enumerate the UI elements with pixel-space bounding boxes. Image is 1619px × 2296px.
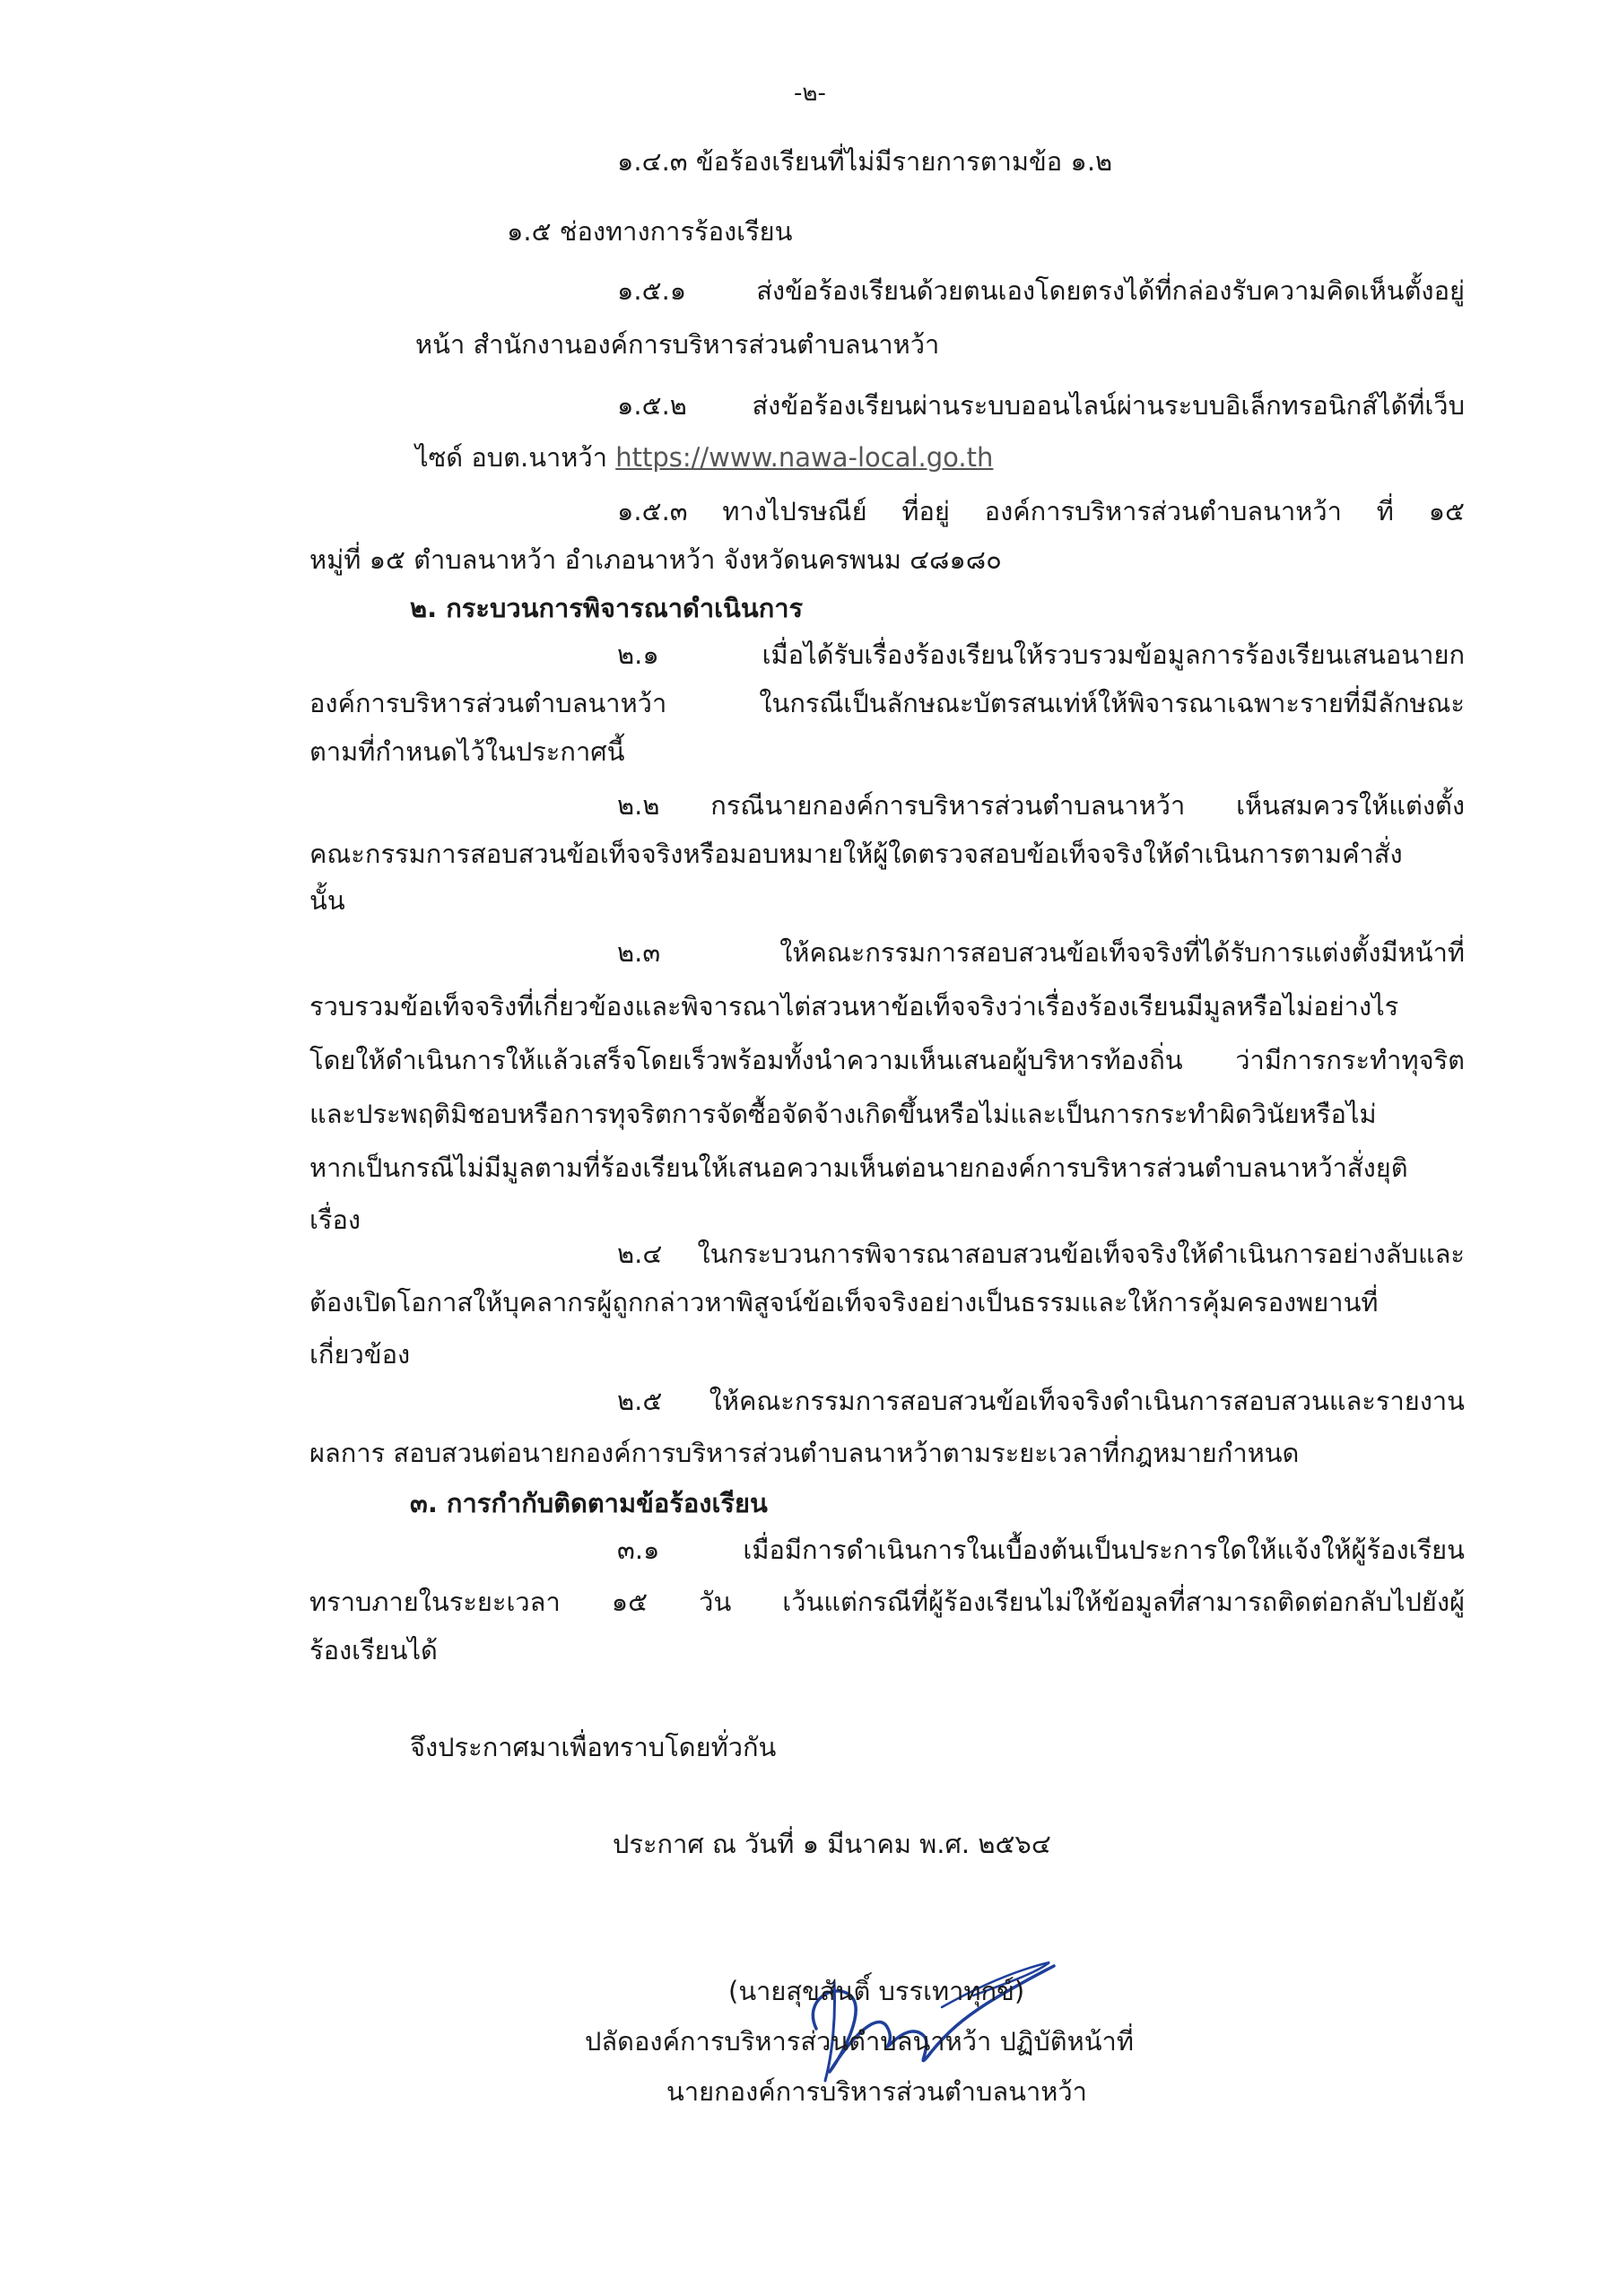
item-2-3-line2: รวบรวมข้อเท็จจริงที่เกี่ยวข้องและพิจารณาไต่สวนหาข้อเท็จจริงว่าเรื่องร้องเรียนมีมูลหรือไม่อย่างไร — [309, 991, 1399, 1022]
item-3-1-line2: ทราบภายในระยะเวลา ๑๕ วัน เว้นแต่กรณีที่ผู้ร้องเรียนไม่ให้ข้อมูลที่สามารถติดต่อกลับไปยังผู้ — [309, 1587, 1465, 1617]
item-2-3-line6: เรื่อง — [309, 1205, 361, 1235]
item-1-5-heading: ๑.๕ ช่องทางการร้องเรียน — [507, 216, 793, 247]
item-2-3-line3: โดยให้ดำเนินการให้แล้วเสร็จโดยเร็วพร้อมทั้งนำความเห็นเสนอผู้บริหารท้องถิ่น ว่ามีการกระทำทุจริต — [309, 1045, 1465, 1075]
item-3-1-line1: ๓.๑ เมื่อมีการดำเนินการในเบื้องต้นเป็นประการใดให้แจ้งให้ผู้ร้องเรียน — [617, 1535, 1465, 1565]
item-2-5-line1: ๒.๕ ให้คณะกรรมการสอบสวนข้อเท็จจริงดำเนินการสอบสวนและรายงาน — [617, 1386, 1465, 1416]
item-2-1-line2: องค์การบริหารส่วนตำบลนาหว้า ในกรณีเป็นลักษณะบัตรสนเท่ห์ให้พิจารณาเฉพาะรายที่มีลักษณะ — [309, 688, 1465, 718]
item-1-5-3-line2: หมู่ที่ ๑๕ ตำบลนาหว้า อำเภอนาหว้า จังหวัดนครพนม ๔๘๑๘๐ — [309, 544, 1002, 575]
signer-name: (นายสุขสันติ์ บรรเทาทุกข์) — [728, 1976, 1025, 2006]
item-2-3-line5: หากเป็นกรณีไม่มีมูลตามที่ร้องเรียนให้เสนอความเห็นต่อนายกองค์การบริหารส่วนตำบลนาหว้าสั่งยุติ — [309, 1152, 1408, 1183]
section-3-heading: ๓. การกำกับติดตามข้อร้องเรียน — [410, 1488, 768, 1518]
signature-icon — [780, 1946, 1067, 2090]
item-1-4-3: ๑.๔.๓ ข้อร้องเรียนที่ไม่มีรายการตามข้อ ๑.๒ — [617, 146, 1113, 177]
website-label: ไซด์ อบต.นาหว้า — [415, 442, 607, 473]
item-2-3-line1: ๒.๓ ให้คณะกรรมการสอบสวนข้อเท็จจริงที่ได้รับการแต่งตั้งมีหน้าที่ — [617, 937, 1465, 968]
item-2-1-line1: ๒.๑ เมื่อได้รับเรื่องร้องเรียนให้รวบรวมข้อมูลการร้องเรียนเสนอนายก — [617, 639, 1465, 670]
item-2-2-line2: คณะกรรมการสอบสวนข้อเท็จจริงหรือมอบหมายให้ผู้ใดตรวจสอบข้อเท็จจริงให้ดำเนินการตามคำสั่ง — [309, 839, 1403, 869]
item-1-5-1-line2: หน้า สำนักงานองค์การบริหารส่วนตำบลนาหว้า — [415, 329, 940, 360]
item-2-3-line4: และประพฤติมิชอบหรือการทุจริตการจัดซื้อจัดจ้างเกิดขึ้นหรือไม่และเป็นการกระทำผิดวินัยหรือไม่ — [309, 1099, 1377, 1129]
item-2-2-line1: ๒.๒ กรณีนายกองค์การบริหารส่วนตำบลนาหว้า เห็นสมควรให้แต่งตั้ง — [617, 790, 1465, 821]
website-link[interactable]: https://www.nawa-local.go.th — [615, 442, 994, 473]
signer-role: นายกองค์การบริหารส่วนตำบลนาหว้า — [666, 2076, 1087, 2107]
section-2-heading: ๒. กระบวนการพิจารณาดำเนินการ — [410, 593, 804, 623]
item-1-5-2-line1: ๑.๕.๒ ส่งข้อร้องเรียนผ่านระบบออนไลน์ผ่านระบบอิเล็กทรอนิกส์ได้ที่เว็บ — [617, 390, 1465, 421]
item-2-2-line3: นั้น — [309, 885, 345, 916]
item-2-4-line1: ๒.๔ ในกระบวนการพิจารณาสอบสวนข้อเท็จจริงให้ดำเนินการอย่างลับและ — [617, 1239, 1465, 1269]
announcement-date: ประกาศ ณ วันที่ ๑ มีนาคม พ.ศ. ๒๕๖๔ — [613, 1829, 1051, 1859]
page-number: -๒- — [794, 80, 826, 107]
item-2-5-line2: ผลการ สอบสวนต่อนายกองค์การบริหารส่วนตำบลนาหว้าตามระยะเวลาที่กฎหมายกำหนด — [309, 1438, 1300, 1468]
item-2-4-line2: ต้องเปิดโอกาสให้บุคลากรผู้ถูกกล่าวหาพิสูจน์ข้อเท็จจริงอย่างเป็นธรรมและให้การคุ้มครองพยานที่ — [309, 1287, 1379, 1318]
item-1-5-3-line1: ๑.๕.๓ ทางไปรษณีย์ ที่อยู่ องค์การบริหารส่วนตำบลนาหว้า ที่ ๑๕ — [617, 496, 1465, 526]
item-1-5-2-line2 — [415, 438, 993, 477]
item-1-5-1-line1: ๑.๕.๑ ส่งข้อร้องเรียนด้วยตนเองโดยตรงได้ที่กล่องรับความคิดเห็นตั้งอยู่ — [617, 275, 1465, 306]
closing-statement: จึงประกาศมาเพื่อทราบโดยทั่วกัน — [410, 1732, 777, 1762]
item-3-1-line3: ร้องเรียนได้ — [309, 1635, 438, 1665]
signer-position: ปลัดองค์การบริหารส่วนตำบลนาหว้า ปฏิบัติหน้าที่ — [585, 2026, 1134, 2057]
item-2-4-line3: เกี่ยวข้อง — [309, 1339, 411, 1370]
item-2-1-line3: ตามที่กำหนดไว้ในประกาศนี้ — [309, 736, 625, 767]
